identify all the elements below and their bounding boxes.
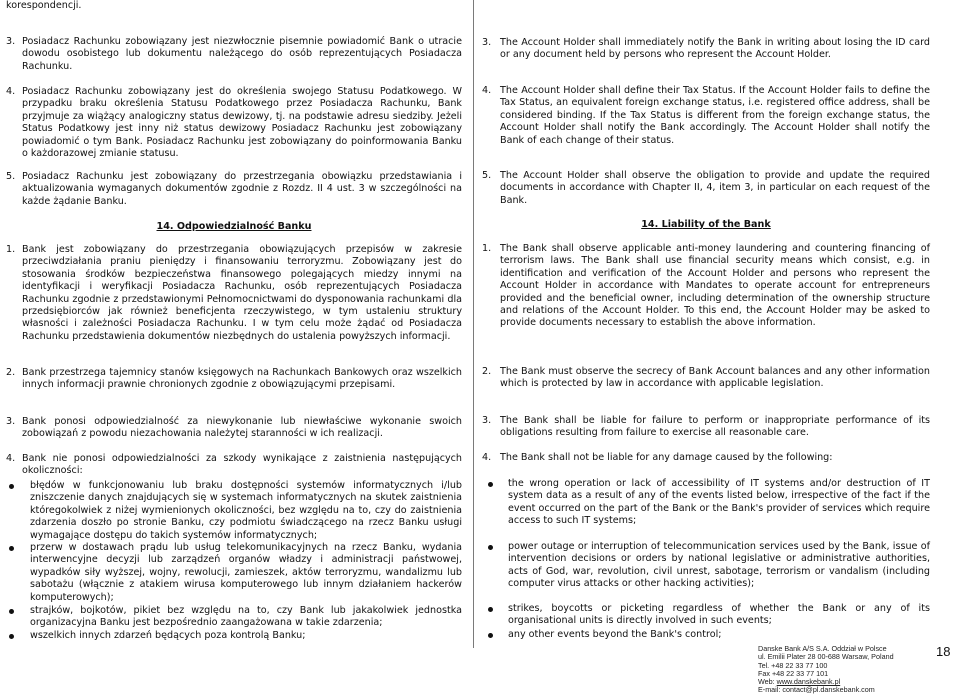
pl-item-5-num: 5. <box>6 171 16 182</box>
en-bullet-2 <box>482 541 930 591</box>
en-bullet-3 <box>482 603 930 628</box>
pl-sec-item-4-num: 4. <box>6 453 16 464</box>
footer-email: E-mail: contact@pl.danskebank.com <box>758 685 875 695</box>
pl-sec-item-2-num: 2. <box>6 367 16 378</box>
pl-sec-item-1-num: 1. <box>6 244 16 255</box>
bullet-icon <box>6 605 30 630</box>
pl-sec-item-1 <box>6 244 462 343</box>
en-sec-item-1-num: 1. <box>482 243 492 254</box>
pl-item-5 <box>6 171 462 208</box>
pl-sec-item-2 <box>6 367 462 392</box>
footer-bank-name: Danske Bank A/S S.A. Oddział w Polsce <box>758 644 887 653</box>
bullet-icon <box>6 542 30 604</box>
footer-phone: Tel. +48 22 33 77 100 <box>758 660 828 670</box>
en-section-heading-text: 14. Liability of the Bank <box>641 219 771 230</box>
bullet-icon <box>482 603 508 628</box>
pl-section-heading-text: 14. Odpowiedzialność Banku <box>156 221 312 232</box>
en-sec-item-2-num: 2. <box>482 366 492 377</box>
en-bullet-4-text: any other events beyond the Bank's control; <box>508 629 722 640</box>
pl-sec-item-2-text: Bank przestrzega tajemnicy stanów księgowych na Rachunkach Bankowych oraz wszelkich innych informacji prawnie chronionych zgodnie z obowiązującymi przepisami. <box>22 367 462 391</box>
en-sec-item-3 <box>482 415 930 440</box>
bullet-icon <box>482 629 508 641</box>
en-section-heading <box>482 219 930 231</box>
en-sec-item-2 <box>482 366 930 391</box>
en-item-4 <box>482 85 930 147</box>
en-item-3-num: 3. <box>482 37 492 48</box>
column-divider <box>473 0 474 648</box>
pl-top-text: korespondencji. <box>6 0 82 11</box>
en-bullet-2-text: power outage or interruption of telecommunication services used by the Bank, issue of intervention decisions or orders by national legislative or administrative authorities, acts of God, war, revolution, civil unrest, sabotage, terrorism or vandalism (including computer virus attacks or other hacking activities); <box>508 541 930 590</box>
en-sec-item-3-text: The Bank shall be liable for failure to perform or inappropriate performance of its obligations resulting from failure to exercise all reasonable care. <box>500 415 930 439</box>
pl-sec-item-1-text: Bank jest zobowiązany do przestrzegania obowiązujących przepisów w zakresie przeciwdziałania praniu pieniędzy i finansowaniu terroryzmu. Zobowiązany jest do stosowania środków bezpieczeństwa finansowego polegających miedzy innymi na identyfikacji i weryfikacji Posiadacza Rachunku, osób reprezentujących Posiadacza Rachunku zgodnie z przedstawionymi Pełnomocnictwami do dysponowania rachunkami dla przedsiębiorców jak również beneficjenta rzeczywistego, w tym ustaleniu struktury własności i zależności Posiadacza Rachunku. I w tym celu może żądać od Posiadacza Rachunku przedstawienia dokumentów niezbędnych do ustalenia powyższych informacji. <box>22 244 462 342</box>
pl-bullet-1-text: błędów w funkcjonowaniu lub braku dostępności systemów informatycznych i/lub zniszczenie danych znajdujących się w systemach informatycznych na skutek zaistnienia któregokolwiek z niżej wymienionych okoliczności, bez względu na to, czy do zaistnienia zdarzenia doszło po stronie Banku, czy podmiotu świadczącego na rzecz Banku usługi wymagające dostępu do takich systemów informatycznych; <box>30 480 462 541</box>
en-sec-item-4-text: The Bank shall not be liable for any damage caused by the following: <box>500 452 833 463</box>
en-sec-item-4 <box>482 452 930 464</box>
pl-bullet-2-text: przerw w dostawach prądu lub usług telekomunikacyjnych na rzecz Banku, wydania interwencyjne decyzji lub zarządzeń organów władzy i administracji państwowej, wypadków siły wyższej, wojny, rewolucji, zamieszek, aktów terroryzmu, wandalizmu lub sabotażu (włącznie z atakiem wirusa komputerowego lub innym działaniem hackerów komputerowych); <box>30 542 462 603</box>
en-sec-item-1-text: The Bank shall observe applicable anti-money laundering and countering financing of terrorism laws. The Bank shall use financial security means which consist, e.g. in identification and verification of the Account Holder and persons who represent the Account Holder in accordance with Mandates to operate account for entrepreneurs provided and the beneficial owner, including determination of the ownership structure and relations of the Account Holder. To this end, the Account Holder may be asked to provide documents necessary to establish the above information. <box>500 243 930 329</box>
pl-bullet-4-text: wszelkich innych zdarzeń będących poza kontrolą Banku; <box>30 630 306 641</box>
pl-sec-item-3-text: Bank ponosi odpowiedzialność za niewykonanie lub niewłaściwe wykonanie swoich zobowiązań z powodu niezachowania należytej staranności w ich realizacji. <box>22 416 462 440</box>
pl-bullet-4 <box>6 630 462 642</box>
en-sec-item-3-num: 3. <box>482 415 492 426</box>
pl-item-4 <box>6 86 462 160</box>
footer-address: ul. Emilii Plater 28 00-688 Warsaw, Poland <box>758 652 894 662</box>
bullet-icon <box>6 480 30 542</box>
pl-section-heading <box>6 221 462 233</box>
en-item-5-num: 5. <box>482 170 492 181</box>
pl-bullet-1 <box>6 480 462 542</box>
bullet-icon <box>482 478 508 528</box>
pl-item-3-num: 3. <box>6 36 16 47</box>
pl-item-5-text: Posiadacz Rachunku jest zobowiązany do przestrzegania obowiązku przedstawiania i aktualizowania wymaganych dokumentów zgodnie z Rozdz. II 4 ust. 3 w szczególności na każde żądanie Banku. <box>22 171 462 207</box>
en-item-4-text: The Account Holder shall define their Tax Status. If the Account Holder fails to define the Tax Status, an equivalent foreign exchange status, i.e. registered office address, shall be considered binding. If the Tax Status is different from the foreign exchange status, the Account Holder shall notify the Bank accordingly. The Account Holder shall notify the Bank of each change of their status. <box>500 85 930 146</box>
pl-item-3 <box>6 36 462 73</box>
en-item-3 <box>482 37 930 62</box>
pl-bullet-3 <box>6 605 462 630</box>
pl-item-3-text: Posiadacz Rachunku zobowiązany jest niezwłocznie pisemnie powiadomić Bank o utracie dowodu osobistego lub dokumentu należącego do osób reprezentujących Posiadacza Rachunku. <box>22 36 462 72</box>
en-item-5-text: The Account Holder shall observe the obligation to provide and update the required documents in accordance with Chapter II, 4, item 3, in particular on each request of the Bank. <box>500 170 930 206</box>
en-bullet-1-text: the wrong operation or lack of accessibility of IT systems and/or destruction of IT system data as a result of any of the events listed below, irrespective of the fact if the event occurred on the part of the Bank or the Bank's provider of services which require access to such IT systems; <box>508 478 930 527</box>
en-bullet-1 <box>482 478 930 528</box>
en-bullet-3-text: strikes, boycotts or picketing regardless of whether the Bank or any of its organisational units is directly involved in such events; <box>508 603 930 627</box>
bullet-icon <box>482 541 508 591</box>
footer-web-link[interactable]: www.danskebank.pl <box>776 677 841 687</box>
en-item-5 <box>482 170 930 207</box>
page-number: 18 <box>936 644 951 659</box>
bullet-icon <box>6 630 30 642</box>
en-item-3-text: The Account Holder shall immediately notify the Bank in writing about losing the ID card or any document held by persons who represent the Account Holder. <box>500 37 930 61</box>
pl-bullet-2 <box>6 542 462 604</box>
pl-sec-item-3 <box>6 416 462 441</box>
en-bullet-4 <box>482 629 930 641</box>
en-sec-item-2-text: The Bank must observe the secrecy of Bank Account balances and any other information which is protected by law in accordance with applicable legislation. <box>500 366 930 390</box>
en-item-4-num: 4. <box>482 85 492 96</box>
pl-sec-item-3-num: 3. <box>6 416 16 427</box>
pl-sec-item-4 <box>6 453 462 478</box>
pl-item-4-num: 4. <box>6 86 16 97</box>
bank-contact-footer <box>758 645 894 695</box>
en-sec-item-1 <box>482 243 930 330</box>
footer-fax: Fax +48 22 33 77 101 <box>758 668 829 678</box>
pl-item-4-text: Posiadacz Rachunku zobowiązany jest do określenia swojego Statusu Podatkowego. W przypadku braku określenia Statusu Podatkowego przez Posiadacza Rachunku, Bank przyjmuje za wiążący analogiczny status dewizowy, tj. na podstawie adresu siedziby. Jeżeli Status Podatkowy jest inny niż status dewizowy Posiadacz Rachunku jest zobowiązany powiadomić o tym Bank. Posiadacz Rachunku jest zobowiązany do poinformowania Banku o każdorazowej zmianie statusu. <box>22 86 462 160</box>
pl-bullet-3-text: strajków, bojkotów, pikiet bez względu na to, czy Bank lub jakakolwiek jednostka organizacyjna Banku jest bezpośrednio zaangażowana w takie zdarzenia; <box>30 605 462 629</box>
en-sec-item-4-num: 4. <box>482 452 492 463</box>
pl-sec-item-4-text: Bank nie ponosi odpowiedzialności za szkody wynikające z zaistnienia następujących okoliczności: <box>22 453 462 477</box>
footer-web-label: Web: <box>758 677 777 687</box>
